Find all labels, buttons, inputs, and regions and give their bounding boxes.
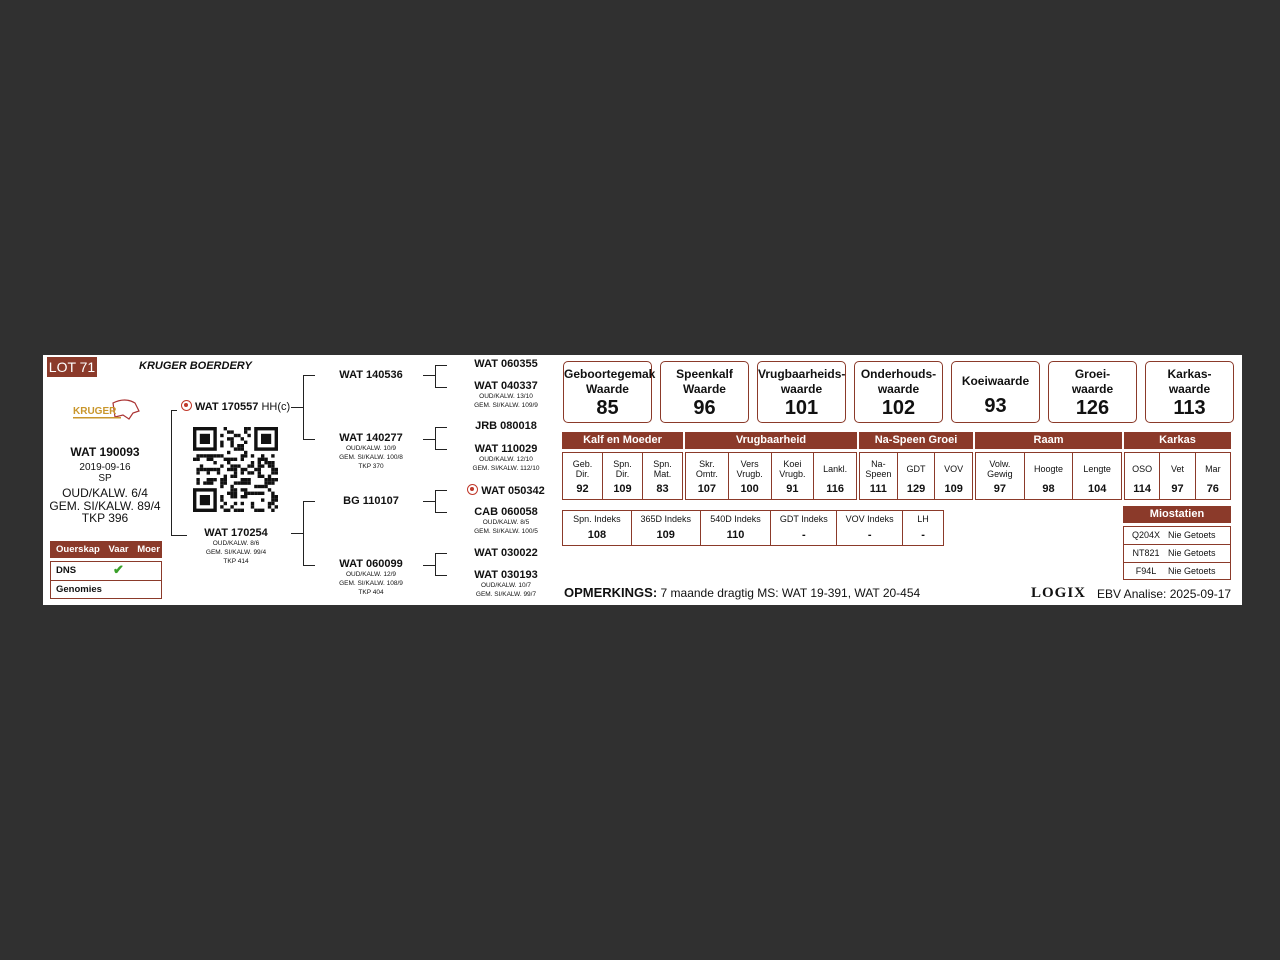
index-value: -	[921, 529, 925, 541]
connector-line	[291, 533, 303, 534]
trait-label	[860, 457, 897, 481]
gg-5	[461, 484, 551, 497]
dam-id: WAT 170254	[204, 527, 268, 539]
gg-2	[461, 380, 551, 410]
trait-label-line: Geb.	[572, 459, 593, 469]
trait-value: 97	[1171, 483, 1184, 495]
ebv-card-title-line: Koeiwaarde	[961, 374, 1030, 388]
svg-text:KRUGER: KRUGER	[73, 406, 117, 417]
trait-label	[1073, 457, 1121, 481]
trait-cell	[898, 453, 936, 499]
index-value: 109	[656, 529, 675, 541]
connector-line	[435, 553, 436, 575]
check-icon: ✔	[113, 562, 124, 577]
ebv-card-title-line: Waarde	[683, 382, 726, 396]
index-cell	[837, 511, 903, 545]
trait-label-line: Hoogte	[1033, 464, 1064, 474]
myostatin-result: Nie Getoets	[1168, 566, 1216, 576]
animal-code: SP	[98, 473, 112, 484]
trait-label	[686, 457, 728, 481]
trait-label-line: Skr.	[699, 459, 715, 469]
gg-8-gem: GEM. SI/KALW. 99/7	[475, 591, 537, 598]
ebv-card-value: 126	[1075, 397, 1110, 419]
index-cell	[903, 511, 943, 545]
trait-cell	[1160, 453, 1195, 499]
myostatin-header: Miostatien	[1123, 506, 1231, 523]
remarks	[564, 585, 920, 600]
connector-line	[423, 439, 435, 440]
gg-4-id: WAT 110029	[474, 443, 538, 455]
trait-label	[898, 457, 935, 481]
ebv-card-cow	[951, 361, 1040, 423]
trait-label-line: Mar	[1205, 464, 1221, 474]
trait-cell	[603, 453, 643, 499]
trait-label	[935, 457, 972, 481]
trait-value: 92	[576, 483, 589, 495]
gg-4-gem: GEM. SI/KALW. 112/10	[472, 465, 540, 472]
grand-sire-dam	[311, 432, 431, 471]
group-post-weaning: Na-Speen Groei	[859, 432, 973, 449]
connector-line	[435, 365, 436, 387]
gg-6	[461, 506, 551, 536]
ebv-card-value: 102	[881, 397, 916, 419]
trait-label-line: Speen	[865, 469, 892, 479]
gg-6-id: CAB 060058	[474, 506, 538, 518]
ownership-header-sire: Vaar	[108, 544, 129, 555]
ebv-card-title	[661, 367, 748, 397]
tkp: TKP 396	[81, 511, 129, 525]
grand-dam-dam	[311, 558, 431, 597]
ownership-header-dam: Moer	[137, 544, 160, 555]
oud-kalw: OUD/KALW. 6/4	[62, 486, 148, 500]
ebv-card-title-line: waarde	[780, 382, 823, 396]
trait-label-line: Mat.	[653, 469, 672, 479]
grand-dam-sire-id: BG 110107	[343, 495, 399, 507]
ownership-table	[50, 561, 162, 599]
gg-2-gem: GEM. SI/KALW. 109/9	[474, 402, 538, 409]
ownership-row-dns	[51, 562, 161, 580]
trait-value: 116	[826, 483, 844, 495]
myostatin-code: NT821	[1132, 548, 1160, 558]
gg-2-id: WAT 040337	[474, 380, 538, 392]
index-cell	[701, 511, 772, 545]
traits-post-weaning	[859, 452, 973, 500]
target-icon	[467, 484, 478, 495]
grand-dam-dam-oud: OUD/KALW. 12/9	[345, 571, 397, 578]
connector-line	[423, 565, 435, 566]
connector-line	[435, 490, 436, 512]
target-icon	[181, 400, 192, 411]
trait-cell	[1073, 453, 1121, 499]
index-cell	[563, 511, 632, 545]
ebv-card-maintenance	[854, 361, 943, 423]
ebv-card-fertility	[757, 361, 846, 423]
trait-cell	[686, 453, 729, 499]
group-fertility: Vrugbaarheid	[685, 432, 857, 449]
connector-line	[435, 490, 447, 491]
connector-line	[171, 535, 187, 536]
ebv-card-value: 101	[784, 397, 819, 419]
myostatin-code: F94L	[1135, 566, 1157, 576]
dam-gem: GEM. SI/KALW. 99/4	[205, 549, 267, 556]
trait-label	[772, 457, 814, 481]
animal-info	[49, 462, 161, 484]
trait-label-line: Gewig	[987, 469, 1013, 479]
trait-label-line: VOV	[944, 464, 964, 474]
index-value: 110	[726, 529, 745, 541]
trait-label-line: Omtr.	[695, 469, 718, 479]
trait-label	[729, 457, 771, 481]
sire-suffix: HH(c)	[261, 401, 291, 413]
traits-carcass	[1124, 452, 1231, 500]
lot-badge: LOT 71	[48, 359, 96, 375]
connector-line	[171, 410, 172, 535]
trait-label	[1196, 457, 1230, 481]
myostatin-row	[1124, 562, 1230, 580]
index-table	[562, 510, 944, 546]
trait-label-line: GDT	[906, 464, 926, 474]
trait-value: 109	[944, 483, 963, 495]
trait-label	[976, 457, 1024, 481]
sire-id: WAT 170557	[195, 401, 259, 413]
ebv-card-value: 96	[693, 397, 716, 419]
birth-date: 2019-09-16	[79, 462, 131, 473]
ownership-label: DNS	[56, 565, 77, 576]
index-label: 365D Indeks	[640, 514, 691, 524]
animal-id: WAT 190093	[70, 445, 140, 459]
trait-value: 98	[1042, 483, 1055, 495]
sire	[181, 400, 290, 413]
ebv-card-title	[758, 367, 845, 397]
ebv-card-title-line: waarde	[1168, 382, 1211, 396]
gg-4-oud: OUD/KALW. 12/10	[479, 456, 533, 463]
gg-6-oud: OUD/KALW. 8/5	[482, 519, 530, 526]
trait-label	[1125, 457, 1159, 481]
trait-cell	[935, 453, 972, 499]
trait-cell	[1125, 453, 1160, 499]
trait-label	[1025, 457, 1073, 481]
index-label: 540D Indeks	[710, 514, 761, 524]
trait-label-line: Lengte	[1083, 464, 1111, 474]
trait-value: 129	[906, 483, 926, 495]
ebv-card-growth	[1048, 361, 1137, 423]
animal-stats	[49, 487, 161, 525]
index-label: LH	[917, 514, 929, 524]
trait-cell	[772, 453, 815, 499]
ownership-header-label: Ouerskap	[56, 544, 100, 555]
trait-label-line: Vers	[740, 459, 759, 469]
ebv-card-title-line: Onderhouds-	[860, 367, 937, 381]
ebv-card-title	[1049, 367, 1136, 397]
trait-value: 91	[786, 483, 799, 495]
trait-value: 109	[613, 483, 632, 495]
group-carcass: Karkas	[1124, 432, 1231, 449]
index-label: GDT Indeks	[779, 514, 828, 524]
trait-cell	[1025, 453, 1074, 499]
trait-value: 107	[697, 483, 717, 495]
trait-value: 97	[993, 483, 1006, 495]
trait-cell	[860, 453, 898, 499]
gg-3-id: JRB 080018	[475, 420, 537, 432]
index-value: 108	[587, 529, 607, 541]
trait-label-line: Lankl.	[823, 464, 848, 474]
index-cell	[632, 511, 701, 545]
ebv-card-title	[855, 367, 942, 397]
trait-label-line: Vrugb.	[779, 469, 806, 479]
trait-cell	[976, 453, 1025, 499]
trait-label	[643, 457, 682, 481]
index-value: -	[802, 529, 806, 541]
lot-card	[43, 355, 1242, 605]
connector-line	[303, 501, 304, 565]
trait-value: 114	[1133, 483, 1152, 495]
ebv-card-title-line: waarde	[1071, 382, 1114, 396]
grand-dam-dam-id: WAT 060099	[339, 558, 403, 570]
trait-label-line: Na-	[871, 459, 886, 469]
myostatin-row	[1124, 544, 1230, 562]
ebv-card-title-line: waarde	[877, 382, 920, 396]
ownership-label: Genomies	[56, 584, 102, 595]
group-calf-dam: Kalf en Moeder	[562, 432, 683, 449]
trait-value: 100	[740, 483, 759, 495]
group-frame: Raam	[975, 432, 1122, 449]
trait-label-line: OSO	[1132, 464, 1153, 474]
trait-label-line: Dir.	[575, 469, 590, 479]
ebv-card-title	[952, 374, 1039, 389]
index-label: VOV Indeks	[845, 514, 894, 524]
trait-value: 111	[869, 483, 887, 495]
connector-line	[303, 375, 304, 439]
ownership-header	[50, 541, 162, 558]
gg-7-id: WAT 030022	[474, 547, 538, 559]
trait-cell	[729, 453, 772, 499]
dam	[191, 527, 281, 566]
dam-tkp: TKP 414	[223, 558, 249, 565]
trait-label-line: Koei	[783, 459, 802, 469]
ebv-card-title-line: Geboortegemak	[564, 367, 656, 381]
trait-label-line: Dir.	[615, 469, 630, 479]
gg-5-id: WAT 050342	[481, 485, 545, 497]
trait-cell	[814, 453, 856, 499]
analysis-date: EBV Analise: 2025-09-17	[1097, 587, 1232, 601]
ebv-card-title-line: Karkas-	[1167, 367, 1212, 381]
gg-8	[461, 569, 551, 599]
trait-label-line: Volw.	[989, 459, 1011, 469]
grand-sire-dam-id: WAT 140277	[339, 432, 403, 444]
traits-fertility	[685, 452, 857, 500]
trait-label-line: Spn.	[653, 459, 672, 469]
trait-cell	[1196, 453, 1230, 499]
ebv-card-title	[564, 367, 656, 397]
trait-label-line: Spn.	[613, 459, 632, 469]
grand-sire-dam-gem: GEM. SI/KALW. 100/8	[339, 454, 403, 461]
remarks-text: 7 maande dragtig MS: WAT 19-391, WAT 20-454	[660, 586, 921, 600]
connector-line	[435, 365, 447, 366]
ebv-card-title-line: Vrugbaarheids-	[758, 367, 846, 381]
ebv-card-value: 93	[984, 395, 1007, 417]
trait-label	[563, 457, 602, 481]
traits-frame	[975, 452, 1122, 500]
ownership-row-genomics	[51, 580, 161, 599]
ebv-card-value: 113	[1173, 397, 1206, 419]
connector-line	[291, 407, 303, 408]
connector-line	[435, 512, 447, 513]
connector-line	[435, 575, 447, 576]
ebv-card-value: 85	[596, 397, 619, 419]
myostatin-code: Q204X	[1131, 530, 1161, 540]
myostatin-result: Nie Getoets	[1168, 530, 1216, 540]
trait-label	[1160, 457, 1194, 481]
logix-logo: LOGIX	[1031, 585, 1087, 601]
ebv-card-title-line: Groei-	[1074, 367, 1111, 381]
connector-line	[171, 410, 177, 411]
ebv-card-title-line: Speenkalf	[676, 367, 733, 381]
myostatin-row	[1124, 527, 1230, 544]
index-cell	[771, 511, 837, 545]
trait-value: 76	[1206, 483, 1219, 495]
connector-line	[435, 427, 436, 449]
connector-line	[423, 501, 435, 502]
ebv-card-title	[1146, 367, 1233, 397]
dam-oud: OUD/KALW. 8/6	[212, 540, 260, 547]
index-label: Spn. Indeks	[573, 514, 621, 524]
grand-sire-dam-oud: OUD/KALW. 10/9	[345, 445, 397, 452]
trait-cell	[563, 453, 603, 499]
gg-6-gem: GEM. SI/KALW. 100/5	[474, 528, 538, 535]
index-value: -	[867, 529, 872, 541]
gg-8-oud: OUD/KALW. 10/7	[480, 582, 532, 589]
grand-sire-dam-tkp: TKP 370	[358, 463, 384, 470]
gg-4	[461, 443, 551, 473]
connector-line	[435, 427, 447, 428]
ebv-card-weaning	[660, 361, 749, 423]
trait-cell	[643, 453, 682, 499]
trait-value: 104	[1088, 483, 1107, 495]
ebv-card-birth-ease	[563, 361, 656, 423]
ebv-card-carcass	[1145, 361, 1234, 423]
gg-2-oud: OUD/KALW. 13/10	[479, 393, 533, 400]
connector-line	[423, 375, 435, 376]
connector-line	[435, 449, 447, 450]
connector-line	[435, 387, 447, 388]
gem-si: GEM. SI/KALW. 89/4	[49, 498, 161, 513]
gg-8-id: WAT 030193	[474, 569, 538, 581]
grand-dam-dam-tkp: TKP 404	[358, 589, 384, 596]
grand-dam-dam-gem: GEM. SI/KALW. 108/9	[339, 580, 403, 587]
farm-name: KRUGER BOERDERY	[139, 360, 252, 372]
farm-logo	[73, 397, 143, 427]
trait-value: 83	[656, 483, 669, 495]
trait-label	[814, 457, 856, 481]
myostatin-table	[1123, 526, 1231, 580]
trait-label-line: Vet	[1170, 464, 1184, 474]
ebv-card-title-line: Waarde	[586, 382, 629, 396]
gg-1-id: WAT 060355	[474, 358, 538, 370]
trait-label-line: Vrugb.	[736, 469, 763, 479]
remarks-label: OPMERKINGS:	[564, 585, 658, 600]
myostatin-result: Nie Getoets	[1168, 548, 1216, 558]
trait-label	[603, 457, 642, 481]
connector-line	[435, 553, 447, 554]
traits-calf-dam	[562, 452, 683, 500]
grand-sire-sire-id: WAT 140536	[339, 369, 403, 381]
qr-code	[193, 427, 278, 512]
